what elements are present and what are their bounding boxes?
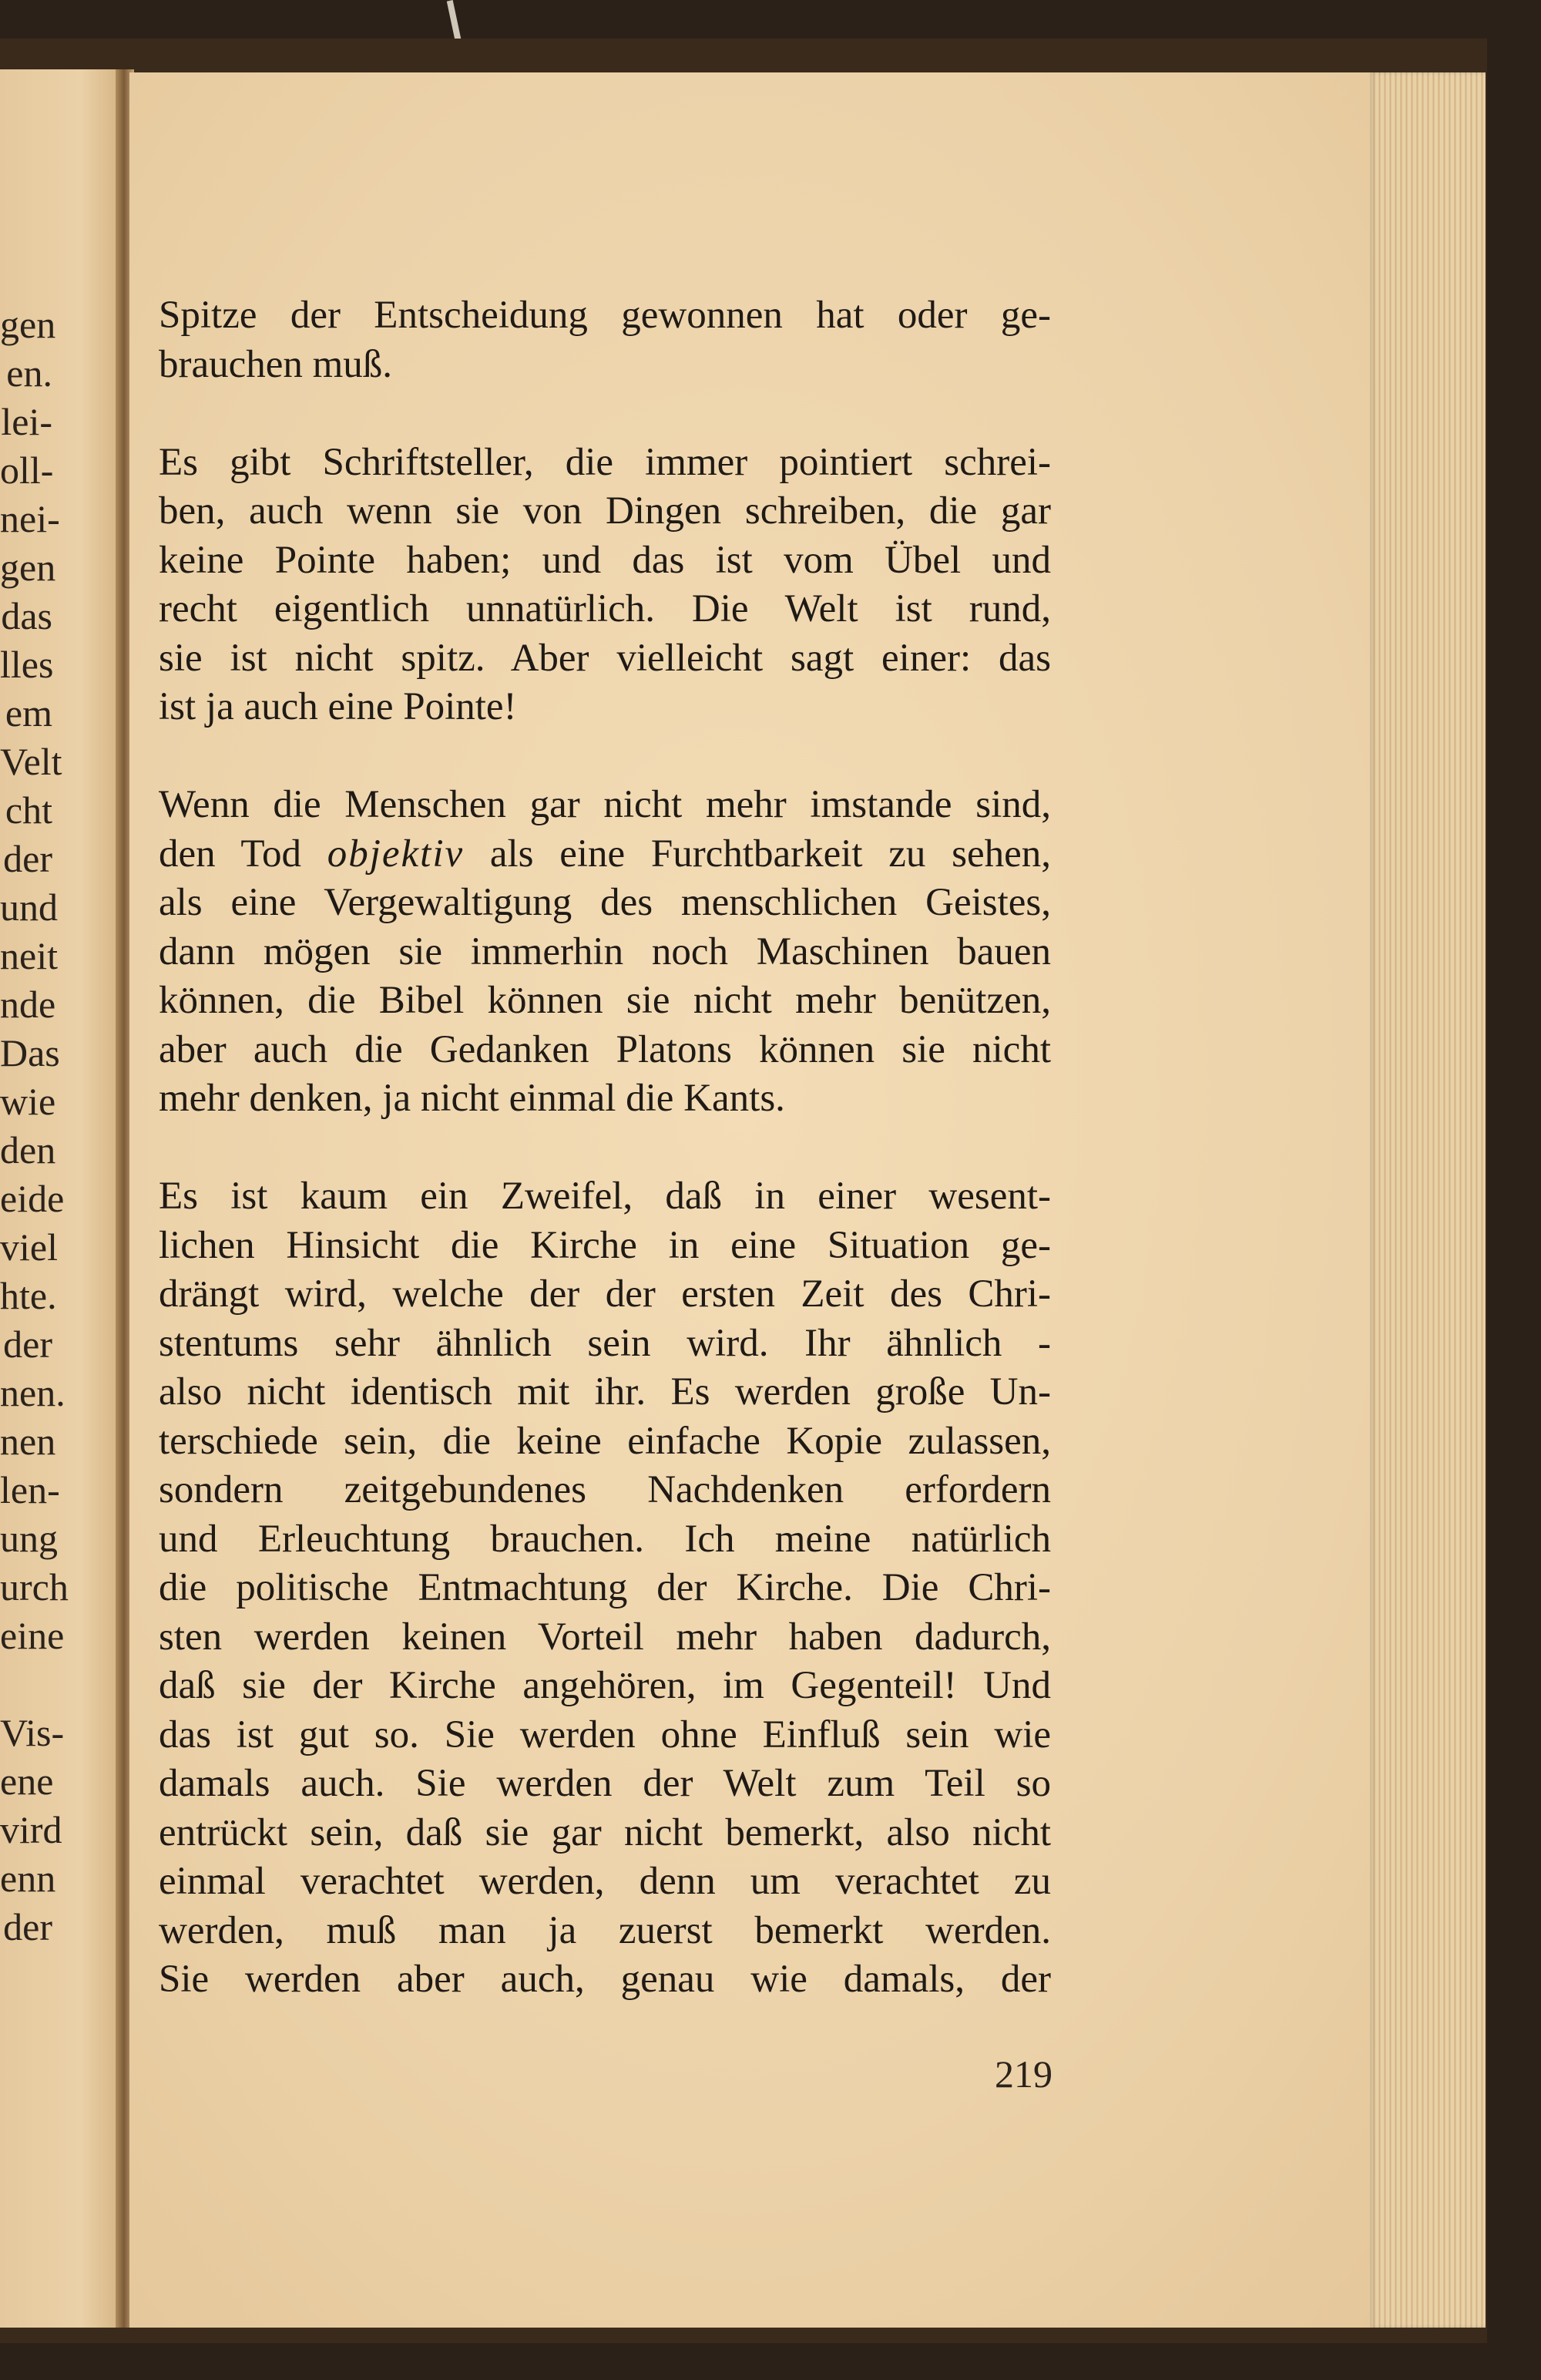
page-block-edges [1370,72,1486,2328]
text-fragment: den Tod [159,832,327,876]
text-line: werden, muß man ja zuerst bemerkt werden. [159,1908,1051,1952]
paragraph-1 [159,291,1051,389]
text-line: Wenn die Menschen gar nicht mehr imstande sind, [159,783,1051,826]
text-line: brauchen muß. [159,342,393,386]
left-line-fragment: lles [0,643,54,686]
left-line-fragment: das [1,594,52,637]
text-line: dann mögen sie immerhin noch Maschinen bauen [159,929,1051,973]
text-line: sondern zeitgebundenes Nachdenken erfordern [159,1468,1051,1511]
left-line-fragment: Velt [0,740,62,783]
left-line-fragment: nei- [0,497,60,540]
paragraph-4 [159,1172,1051,2005]
left-line-fragment: urch [0,1565,69,1609]
left-line-fragment: gen [0,546,56,589]
left-line-fragment: lei- [1,400,52,443]
text-line: einmal verachtet werden, denn um verachtet zu [159,1860,1051,1903]
left-line-fragment: en. [6,351,52,395]
left-line-fragment: der [3,1905,52,1948]
text-line: Sie werden aber auch, genau wie damals, der [159,1958,1051,2001]
text-line: mehr denken, ja nicht einmal die Kants. [159,1077,785,1120]
text-line: lichen Hinsicht die Kirche in eine Situation ge- [159,1223,1051,1267]
left-line-fragment: len- [0,1468,60,1511]
right-page [129,72,1486,2328]
left-line-fragment: wie [0,1080,56,1123]
left-line-fragment [0,1660,116,1709]
text-line: als eine Vergewaltigung des menschlichen Geistes, [159,881,1051,924]
left-line-fragment: ung [0,1517,58,1560]
text-line: das ist gut so. Sie werden ohne Einfluß sein wie [159,1713,1051,1756]
text-line: können, die Bibel können sie nicht mehr benützen, [159,979,1051,1022]
paragraph-3 [159,781,1051,1124]
left-line-fragment: nen [0,1420,56,1463]
left-page-line-fragments [0,301,116,1951]
page-number: 219 [995,2052,1053,2096]
text-line: keine Pointe haben; und das ist vom Übel und [159,538,1051,582]
text-line: Spitze der Entscheidung gewonnen hat oder ge- [159,294,1051,337]
page-body-text [159,291,1051,2053]
left-line-fragment: Das [0,1031,60,1074]
emphasized-word: objektiv [327,832,465,876]
left-line-fragment: der [3,1323,52,1366]
paragraph-2 [159,439,1051,732]
left-line-fragment: ene [0,1760,54,1803]
left-line-fragment: nen. [0,1371,65,1414]
open-book [0,39,1487,2343]
text-line: recht eigentlich unnatürlich. Die Welt ist rund, [159,587,1051,630]
text-line: damals auch. Sie werden der Welt zum Teil so [159,1762,1051,1805]
text-line: drängt wird, welche der der ersten Zeit des Chri- [159,1272,1051,1316]
text-fragment: als eine Furchtbarkeit zu sehen, [464,832,1051,876]
text-line-with-emphasis [159,830,1051,879]
text-line: entrückt sein, daß sie gar nicht bemerkt, also nicht [159,1810,1051,1854]
left-line-fragment: der [3,837,52,880]
text-line: die politische Entmachtung der Kirche. Die Chri- [159,1566,1051,1609]
text-line: terschiede sein, die keine einfache Kopie zulassen, [159,1419,1051,1463]
text-line: Es gibt Schriftsteller, die immer pointiert schrei- [159,440,1051,484]
left-line-fragment: hte. [0,1274,57,1317]
text-line: ben, auch wenn sie von Dingen schreiben, die gar [159,489,1051,533]
text-line: sie ist nicht spitz. Aber vielleicht sagt einer: das [159,636,1051,680]
left-line-fragment: gen [0,303,56,346]
left-line-fragment: nde [0,983,56,1026]
text-line: also nicht identisch mit ihr. Es werden große Un- [159,1370,1051,1414]
text-line: Es ist kaum ein Zweifel, daß in einer wesent- [159,1175,1051,1218]
text-line: ist ja auch eine Pointe! [159,685,517,728]
left-line-fragment: enn [0,1857,56,1900]
left-line-fragment: vird [0,1808,62,1851]
left-line-fragment: cht [5,788,52,832]
text-line: und Erleuchtung brauchen. Ich meine natürlich [159,1517,1051,1561]
left-page [0,69,116,2328]
text-line: aber auch die Gedanken Platons können sie nicht [159,1027,1051,1071]
text-line: sten werden keinen Vorteil mehr haben dadurch, [159,1615,1051,1659]
left-line-fragment: den [0,1128,56,1172]
left-line-fragment: Vis- [0,1711,65,1754]
left-line-fragment: neit [0,934,58,977]
left-line-fragment: em [5,691,52,735]
left-line-fragment: eine [0,1614,65,1657]
left-line-fragment: und [0,886,58,929]
text-line: stentums sehr ähnlich sein wird. Ihr ähnlich - [159,1321,1051,1365]
text-line: daß sie der Kirche angehören, im Gegenteil! Und [159,1664,1051,1707]
left-line-fragment: eide [0,1177,65,1220]
left-line-fragment: viel [0,1225,58,1269]
left-line-fragment: oll- [0,449,54,492]
